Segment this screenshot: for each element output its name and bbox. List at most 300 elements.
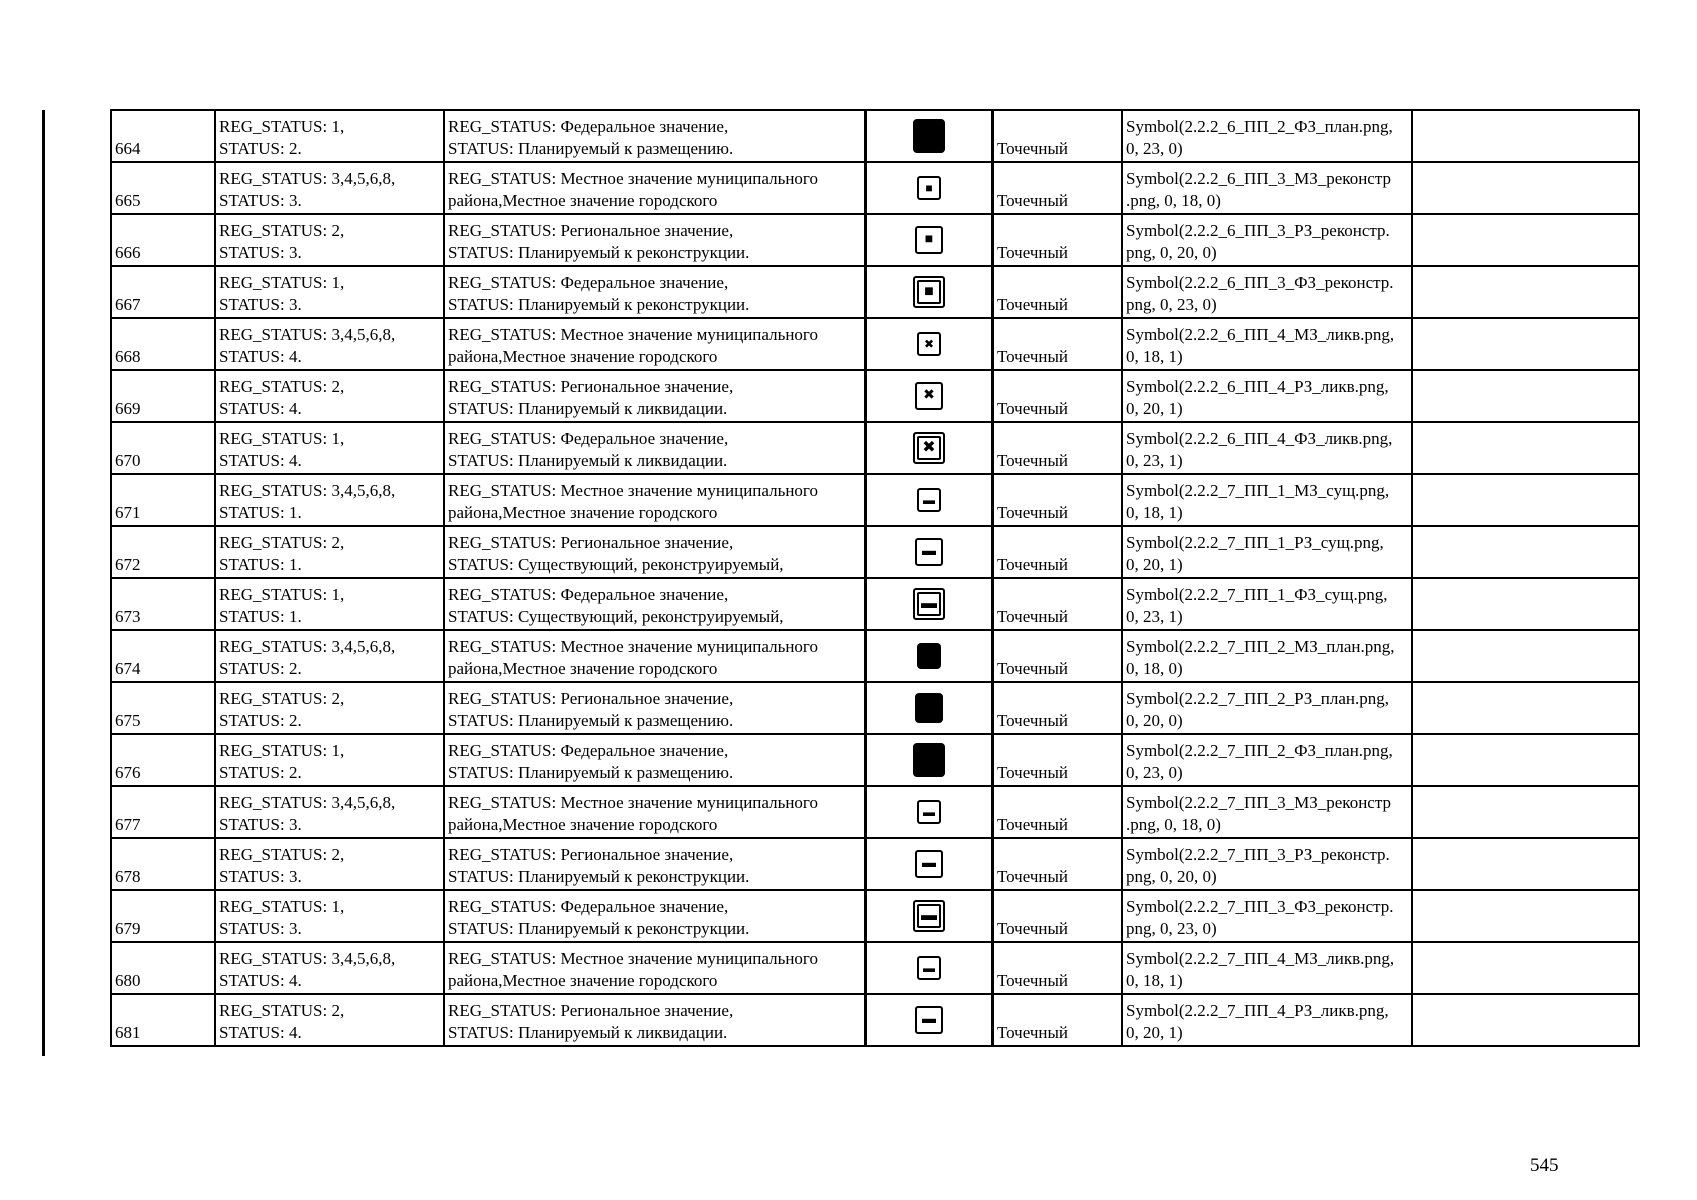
table-row	[111, 110, 1639, 162]
reg-status-code: REG_STATUS: 2,	[219, 1001, 345, 1020]
status-description-cell	[444, 942, 866, 994]
status-description-cell	[444, 786, 866, 838]
geometry-type-cell	[993, 474, 1123, 526]
symbol-params: 0, 23, 1)	[1126, 607, 1183, 626]
symbol-file: Symbol(2.2.2_7_ПП_4_РЗ_ликв.png,	[1126, 1001, 1389, 1020]
symbol-definition-cell	[1122, 942, 1412, 994]
empty-cell	[1412, 370, 1639, 422]
row-id: 665	[115, 191, 141, 210]
status-description: STATUS: Планируемый к ликвидации.	[448, 1023, 728, 1042]
symbol-definition-cell	[1122, 786, 1412, 838]
geometry-type-cell	[993, 110, 1123, 162]
row-id: 670	[115, 451, 141, 470]
row-id-cell	[111, 838, 215, 890]
table-row	[111, 422, 1639, 474]
symbol-definition-cell	[1122, 734, 1412, 786]
status-description-cell	[444, 214, 866, 266]
status-code-cell	[215, 682, 444, 734]
table-row	[111, 266, 1639, 318]
symbol-file: Symbol(2.2.2_7_ПП_3_МЗ_реконстр	[1126, 793, 1391, 812]
status-code-cell	[215, 994, 444, 1046]
status-code: STATUS: 4.	[219, 399, 302, 418]
reg-status-description: REG_STATUS: Местное значение муниципального	[448, 637, 818, 656]
solid-medium-square-icon	[915, 693, 943, 723]
symbol-params: 0, 20, 0)	[1126, 711, 1183, 730]
page-number: 545	[1530, 1155, 1559, 1176]
symbol-file: Symbol(2.2.2_7_ПП_1_МЗ_сущ.png,	[1126, 481, 1390, 500]
status-description-cell	[444, 994, 866, 1046]
reg-status-description: REG_STATUS: Региональное значение,	[448, 533, 734, 552]
row-id: 677	[115, 815, 141, 834]
status-code-cell	[215, 474, 444, 526]
symbol-definition-cell	[1122, 214, 1412, 266]
empty-cell	[1412, 578, 1639, 630]
symbol-definition-cell	[1122, 266, 1412, 318]
symbol-params: png, 0, 23, 0)	[1126, 919, 1217, 938]
table-row	[111, 734, 1639, 786]
status-code-cell	[215, 890, 444, 942]
reg-status-description: REG_STATUS: Региональное значение,	[448, 377, 734, 396]
symbol-params: png, 0, 20, 0)	[1126, 243, 1217, 262]
status-description: STATUS: Планируемый к размещению.	[448, 763, 734, 782]
double-framed-turtle-icon: ▬	[913, 588, 945, 620]
symbol-definition-cell	[1122, 890, 1412, 942]
symbol-definition-cell	[1122, 578, 1412, 630]
row-id: 674	[115, 659, 141, 678]
symbol-preview-cell	[866, 266, 993, 318]
symbol-file: Symbol(2.2.2_7_ПП_4_МЗ_ликв.png,	[1126, 949, 1395, 968]
status-description: STATUS: Планируемый к реконструкции.	[448, 919, 750, 938]
symbol-definition-cell	[1122, 370, 1412, 422]
symbol-preview-cell	[866, 734, 993, 786]
symbol-preview-cell	[866, 578, 993, 630]
symbol-file: Symbol(2.2.2_7_ПП_3_РЗ_реконстр.	[1126, 845, 1390, 864]
status-description-cell	[444, 526, 866, 578]
symbol-definition-cell	[1122, 110, 1412, 162]
status-code-cell	[215, 422, 444, 474]
status-description-cell	[444, 734, 866, 786]
status-description: STATUS: Планируемый к реконструкции.	[448, 867, 750, 886]
status-description-cell	[444, 110, 866, 162]
row-id: 668	[115, 347, 141, 366]
symbol-definition-cell	[1122, 838, 1412, 890]
symbol-params: .png, 0, 18, 0)	[1126, 815, 1221, 834]
reg-status-code: REG_STATUS: 1,	[219, 273, 345, 292]
geometry-type-cell	[993, 786, 1123, 838]
status-code: STATUS: 2.	[219, 659, 302, 678]
left-margin-rule	[42, 110, 45, 1056]
status-code-cell	[215, 162, 444, 214]
status-code: STATUS: 3.	[219, 867, 302, 886]
geometry-type-cell	[993, 318, 1123, 370]
row-id: 679	[115, 919, 141, 938]
empty-cell	[1412, 994, 1639, 1046]
row-id-cell	[111, 578, 215, 630]
symbol-params: 0, 18, 0)	[1126, 659, 1183, 678]
geometry-type-cell	[993, 526, 1123, 578]
empty-cell	[1412, 630, 1639, 682]
symbol-params: png, 0, 23, 0)	[1126, 295, 1217, 314]
empty-cell	[1412, 526, 1639, 578]
reg-status-code: REG_STATUS: 1,	[219, 897, 345, 916]
table-row	[111, 370, 1639, 422]
status-description-cell	[444, 474, 866, 526]
row-id-cell	[111, 422, 215, 474]
status-description: STATUS: Существующий, реконструируемый,	[448, 607, 784, 626]
reg-status-code: REG_STATUS: 1,	[219, 741, 345, 760]
status-code-cell	[215, 734, 444, 786]
empty-cell	[1412, 474, 1639, 526]
crossed-small-turtle-icon: ▬	[917, 956, 941, 980]
geometry-type-cell	[993, 838, 1123, 890]
row-id: 676	[115, 763, 141, 782]
geometry-type: Точечный	[997, 659, 1069, 678]
double-framed-turtle-icon: ▬	[913, 900, 945, 932]
status-description-cell	[444, 370, 866, 422]
reg-status-description: REG_STATUS: Региональное значение,	[448, 221, 734, 240]
geometry-type: Точечный	[997, 711, 1069, 730]
geometry-type: Точечный	[997, 919, 1069, 938]
geometry-type: Точечный	[997, 451, 1069, 470]
row-id-cell	[111, 318, 215, 370]
row-id: 671	[115, 503, 141, 522]
solid-large-square-icon	[913, 743, 945, 777]
status-description-cell	[444, 318, 866, 370]
row-id-cell	[111, 110, 215, 162]
symbol-preview-cell	[866, 786, 993, 838]
symbol-preview-cell	[866, 890, 993, 942]
row-id-cell	[111, 942, 215, 994]
table-row	[111, 994, 1639, 1046]
symbol-definition-cell	[1122, 630, 1412, 682]
status-code: STATUS: 2.	[219, 139, 302, 158]
symbol-preview-cell	[866, 630, 993, 682]
empty-cell	[1412, 942, 1639, 994]
geometry-type: Точечный	[997, 815, 1069, 834]
reg-status-code: REG_STATUS: 2,	[219, 221, 345, 240]
symbol-file: Symbol(2.2.2_7_ПП_2_ФЗ_план.png,	[1126, 741, 1393, 760]
status-description-cell	[444, 266, 866, 318]
row-id-cell	[111, 734, 215, 786]
reg-status-code: REG_STATUS: 1,	[219, 117, 345, 136]
geometry-type-cell	[993, 682, 1123, 734]
reg-status-description: REG_STATUS: Региональное значение,	[448, 845, 734, 864]
symbol-file: Symbol(2.2.2_6_ПП_2_ФЗ_план.png,	[1126, 117, 1393, 136]
table-row	[111, 838, 1639, 890]
reg-status-description: REG_STATUS: Федеральное значение,	[448, 429, 729, 448]
reg-status-description: REG_STATUS: Местное значение муниципального	[448, 793, 818, 812]
symbol-preview-cell	[866, 942, 993, 994]
table-row	[111, 630, 1639, 682]
symbol-definition-cell	[1122, 994, 1412, 1046]
geometry-type: Точечный	[997, 555, 1069, 574]
row-id-cell	[111, 370, 215, 422]
reg-status-code: REG_STATUS: 2,	[219, 845, 345, 864]
symbol-file: Symbol(2.2.2_7_ПП_3_ФЗ_реконстр.	[1126, 897, 1394, 916]
symbol-params: 0, 20, 1)	[1126, 1023, 1183, 1042]
reg-status-code: REG_STATUS: 2,	[219, 533, 345, 552]
framed-medium-turtle-icon: ▬	[915, 850, 943, 878]
symbol-definition-cell	[1122, 682, 1412, 734]
table-row	[111, 526, 1639, 578]
reg-status-description: REG_STATUS: Местное значение муниципального	[448, 481, 818, 500]
status-description-cell	[444, 890, 866, 942]
double-framed-animal-icon: ■	[913, 276, 945, 308]
status-code-cell	[215, 110, 444, 162]
symbol-preview-cell	[866, 838, 993, 890]
empty-cell	[1412, 214, 1639, 266]
status-code-cell	[215, 214, 444, 266]
symbol-params: png, 0, 20, 0)	[1126, 867, 1217, 886]
empty-cell	[1412, 162, 1639, 214]
status-code: STATUS: 4.	[219, 347, 302, 366]
geometry-type-cell	[993, 890, 1123, 942]
status-description: района,Местное значение городского	[448, 659, 718, 678]
symbol-file: Symbol(2.2.2_6_ПП_4_МЗ_ликв.png,	[1126, 325, 1395, 344]
symbol-params: 0, 20, 1)	[1126, 555, 1183, 574]
symbol-params: 0, 18, 1)	[1126, 971, 1183, 990]
reg-status-description: REG_STATUS: Местное значение муниципального	[448, 169, 818, 188]
row-id-cell	[111, 682, 215, 734]
solid-small-square-icon	[917, 643, 941, 669]
reg-status-description: REG_STATUS: Региональное значение,	[448, 1001, 734, 1020]
status-code-cell	[215, 838, 444, 890]
row-id: 673	[115, 607, 141, 626]
status-code: STATUS: 4.	[219, 451, 302, 470]
status-description: STATUS: Планируемый к ликвидации.	[448, 399, 728, 418]
symbol-file: Symbol(2.2.2_7_ПП_2_РЗ_план.png,	[1126, 689, 1390, 708]
crossed-medium-turtle-icon: ▬	[915, 1006, 943, 1034]
reg-status-code: REG_STATUS: 3,4,5,6,8,	[219, 169, 396, 188]
symbol-file: Symbol(2.2.2_6_ПП_3_МЗ_реконстр	[1126, 169, 1391, 188]
symbol-file: Symbol(2.2.2_7_ПП_2_МЗ_план.png,	[1126, 637, 1395, 656]
symbol-params: 0, 23, 0)	[1126, 139, 1183, 158]
geometry-type: Точечный	[997, 971, 1069, 990]
status-code: STATUS: 2.	[219, 711, 302, 730]
framed-medium-animal-icon: ■	[915, 226, 943, 254]
row-id: 667	[115, 295, 141, 314]
geometry-type: Точечный	[997, 607, 1069, 626]
reg-status-description: REG_STATUS: Федеральное значение,	[448, 273, 729, 292]
table-row	[111, 214, 1639, 266]
empty-cell	[1412, 422, 1639, 474]
symbol-definition-cell	[1122, 318, 1412, 370]
reg-status-description: REG_STATUS: Региональное значение,	[448, 689, 734, 708]
row-id-cell	[111, 890, 215, 942]
geometry-type: Точечный	[997, 347, 1069, 366]
geometry-type: Точечный	[997, 763, 1069, 782]
framed-small-turtle-icon: ▬	[917, 488, 941, 512]
table-row	[111, 890, 1639, 942]
row-id: 666	[115, 243, 141, 262]
empty-cell	[1412, 110, 1639, 162]
reg-status-code: REG_STATUS: 3,4,5,6,8,	[219, 949, 396, 968]
row-id-cell	[111, 214, 215, 266]
symbol-params: .png, 0, 18, 0)	[1126, 191, 1221, 210]
status-description: STATUS: Планируемый к реконструкции.	[448, 243, 750, 262]
symbol-params: 0, 23, 0)	[1126, 763, 1183, 782]
geometry-type: Точечный	[997, 867, 1069, 886]
symbol-params: 0, 18, 1)	[1126, 347, 1183, 366]
table-row	[111, 682, 1639, 734]
status-description: района,Местное значение городского	[448, 503, 718, 522]
symbol-file: Symbol(2.2.2_6_ПП_3_ФЗ_реконстр.	[1126, 273, 1394, 292]
symbol-params: 0, 18, 1)	[1126, 503, 1183, 522]
geometry-type: Точечный	[997, 503, 1069, 522]
symbol-table	[110, 109, 1640, 1047]
symbol-preview-cell	[866, 214, 993, 266]
row-id: 675	[115, 711, 141, 730]
status-description-cell	[444, 682, 866, 734]
geometry-type-cell	[993, 266, 1123, 318]
table-row	[111, 942, 1639, 994]
status-code-cell	[215, 266, 444, 318]
status-code-cell	[215, 318, 444, 370]
reg-status-description: REG_STATUS: Федеральное значение,	[448, 897, 729, 916]
symbol-preview-cell	[866, 474, 993, 526]
symbol-params: 0, 20, 1)	[1126, 399, 1183, 418]
geometry-type-cell	[993, 370, 1123, 422]
status-code-cell	[215, 370, 444, 422]
symbol-file: Symbol(2.2.2_7_ПП_1_РЗ_сущ.png,	[1126, 533, 1384, 552]
status-code: STATUS: 4.	[219, 971, 302, 990]
table-row	[111, 318, 1639, 370]
reg-status-code: REG_STATUS: 3,4,5,6,8,	[219, 481, 396, 500]
row-id-cell	[111, 526, 215, 578]
reg-status-description: REG_STATUS: Местное значение муниципального	[448, 949, 818, 968]
symbol-preview-cell	[866, 994, 993, 1046]
framed-small-animal-icon: ■	[917, 176, 941, 200]
symbol-preview-cell	[866, 682, 993, 734]
status-code-cell	[215, 630, 444, 682]
table-row	[111, 162, 1639, 214]
table-row	[111, 786, 1639, 838]
crossed-medium-animal-icon: ✖	[915, 382, 943, 410]
status-code: STATUS: 2.	[219, 763, 302, 782]
status-description-cell	[444, 838, 866, 890]
reg-status-description: REG_STATUS: Федеральное значение,	[448, 585, 729, 604]
row-id: 672	[115, 555, 141, 574]
reg-status-code: REG_STATUS: 1,	[219, 585, 345, 604]
reg-status-code: REG_STATUS: 1,	[219, 429, 345, 448]
row-id-cell	[111, 266, 215, 318]
geometry-type: Точечный	[997, 1023, 1069, 1042]
status-code: STATUS: 3.	[219, 191, 302, 210]
table-row	[111, 474, 1639, 526]
status-code-cell	[215, 786, 444, 838]
symbol-preview-cell	[866, 370, 993, 422]
symbol-file: Symbol(2.2.2_6_ПП_3_РЗ_реконстр.	[1126, 221, 1390, 240]
reg-status-code: REG_STATUS: 3,4,5,6,8,	[219, 637, 396, 656]
symbol-file: Symbol(2.2.2_7_ПП_1_ФЗ_сущ.png,	[1126, 585, 1388, 604]
symbol-preview-cell	[866, 110, 993, 162]
reg-status-code: REG_STATUS: 2,	[219, 377, 345, 396]
reg-status-description: REG_STATUS: Федеральное значение,	[448, 117, 729, 136]
status-code: STATUS: 1.	[219, 607, 302, 626]
solid-large-square-icon	[913, 119, 945, 153]
row-id: 680	[115, 971, 141, 990]
geometry-type: Точечный	[997, 139, 1069, 158]
row-id: 669	[115, 399, 141, 418]
status-code: STATUS: 4.	[219, 1023, 302, 1042]
status-code-cell	[215, 942, 444, 994]
status-description-cell	[444, 162, 866, 214]
geometry-type: Точечный	[997, 191, 1069, 210]
status-code: STATUS: 1.	[219, 503, 302, 522]
framed-medium-turtle-icon: ▬	[915, 538, 943, 566]
status-code: STATUS: 3.	[219, 295, 302, 314]
reg-status-code: REG_STATUS: 3,4,5,6,8,	[219, 325, 396, 344]
status-description: STATUS: Планируемый к размещению.	[448, 711, 734, 730]
geometry-type-cell	[993, 422, 1123, 474]
geometry-type: Точечный	[997, 243, 1069, 262]
row-id-cell	[111, 474, 215, 526]
reg-status-code: REG_STATUS: 2,	[219, 689, 345, 708]
geometry-type-cell	[993, 162, 1123, 214]
geometry-type: Точечный	[997, 399, 1069, 418]
geometry-type-cell	[993, 734, 1123, 786]
status-description-cell	[444, 578, 866, 630]
symbol-file: Symbol(2.2.2_6_ПП_4_ФЗ_ликв.png,	[1126, 429, 1393, 448]
reg-status-description: REG_STATUS: Федеральное значение,	[448, 741, 729, 760]
geometry-type-cell	[993, 578, 1123, 630]
status-description-cell	[444, 630, 866, 682]
framed-small-turtle-icon: ▬	[917, 800, 941, 824]
symbol-preview-cell	[866, 526, 993, 578]
table-row	[111, 578, 1639, 630]
status-code-cell	[215, 578, 444, 630]
status-code: STATUS: 3.	[219, 815, 302, 834]
geometry-type: Точечный	[997, 295, 1069, 314]
geometry-type-cell	[993, 214, 1123, 266]
status-code: STATUS: 1.	[219, 555, 302, 574]
symbol-file: Symbol(2.2.2_6_ПП_4_РЗ_ликв.png,	[1126, 377, 1389, 396]
status-code: STATUS: 3.	[219, 243, 302, 262]
geometry-type-cell	[993, 994, 1123, 1046]
status-code: STATUS: 3.	[219, 919, 302, 938]
symbol-preview-cell	[866, 318, 993, 370]
reg-status-code: REG_STATUS: 3,4,5,6,8,	[219, 793, 396, 812]
empty-cell	[1412, 682, 1639, 734]
status-description: района,Местное значение городского	[448, 347, 718, 366]
geometry-type-cell	[993, 630, 1123, 682]
status-description: района,Местное значение городского	[448, 815, 718, 834]
row-id-cell	[111, 786, 215, 838]
crossed-double-framed-animal-icon: ✖	[913, 432, 945, 464]
status-description: STATUS: Планируемый к реконструкции.	[448, 295, 750, 314]
symbol-params: 0, 23, 1)	[1126, 451, 1183, 470]
symbol-definition-cell	[1122, 474, 1412, 526]
row-id: 678	[115, 867, 141, 886]
status-description: STATUS: Планируемый к ликвидации.	[448, 451, 728, 470]
symbol-definition-cell	[1122, 162, 1412, 214]
row-id-cell	[111, 630, 215, 682]
empty-cell	[1412, 734, 1639, 786]
symbol-preview-cell	[866, 422, 993, 474]
status-description: STATUS: Планируемый к размещению.	[448, 139, 734, 158]
status-description: района,Местное значение городского	[448, 191, 718, 210]
empty-cell	[1412, 266, 1639, 318]
symbol-definition-cell	[1122, 526, 1412, 578]
empty-cell	[1412, 890, 1639, 942]
reg-status-description: REG_STATUS: Местное значение муниципального	[448, 325, 818, 344]
status-description-cell	[444, 422, 866, 474]
crossed-small-animal-icon: ✖	[917, 332, 941, 356]
empty-cell	[1412, 786, 1639, 838]
row-id: 681	[115, 1023, 141, 1042]
status-description: района,Местное значение городского	[448, 971, 718, 990]
empty-cell	[1412, 838, 1639, 890]
